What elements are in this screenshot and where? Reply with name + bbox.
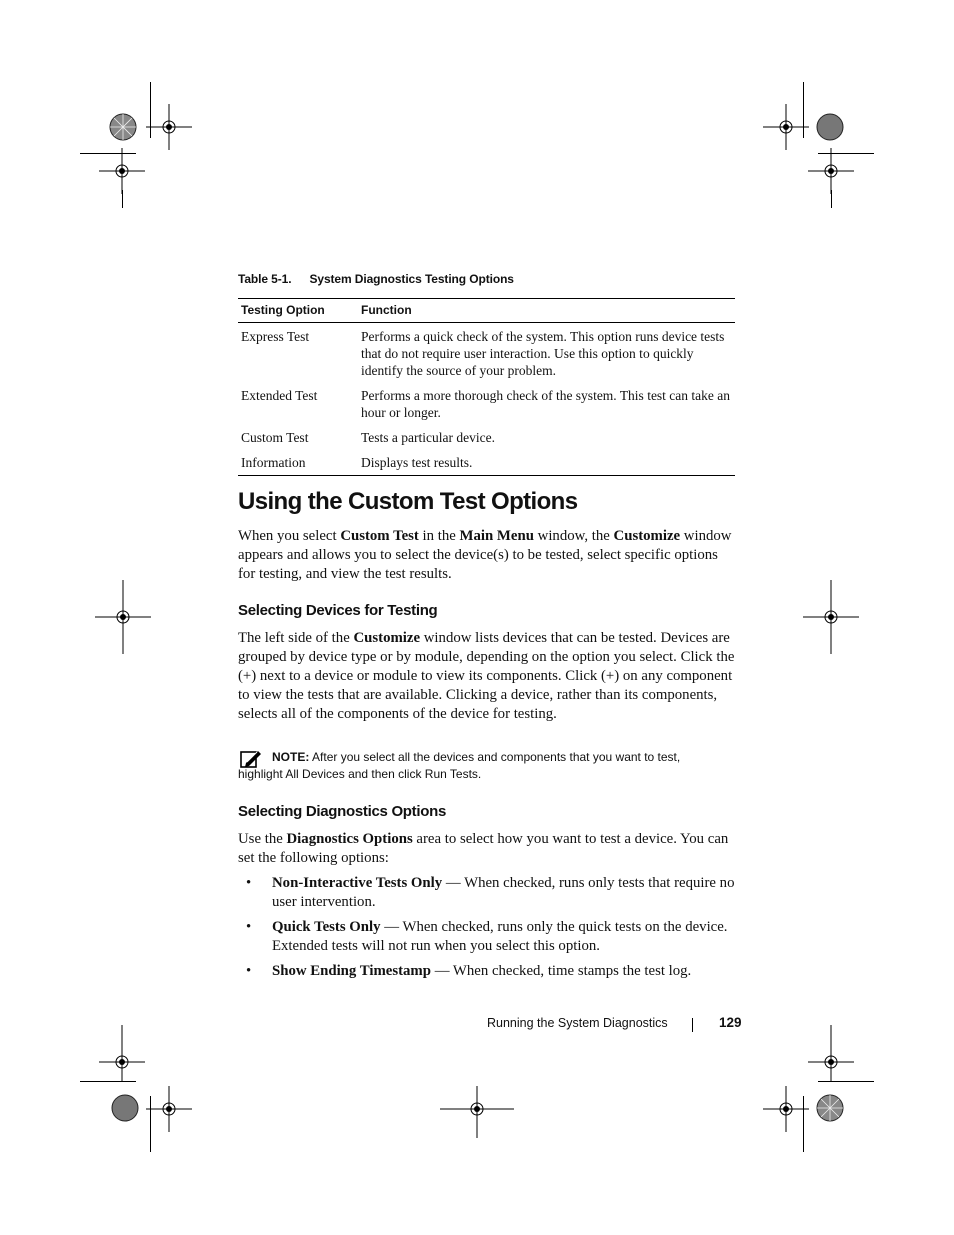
- note-label: NOTE:: [272, 750, 310, 764]
- text-run: — When checked, runs only the quick tests on the device. Extended tests will not run when you select this option.: [272, 919, 728, 954]
- table-cell-function: Performs a quick check of the system. This option runs device tests that do not require user interaction. Use this option to quickly identify the source of your problem.: [361, 329, 725, 378]
- options-paragraph: [238, 830, 738, 868]
- bullet: •: [246, 963, 252, 979]
- text-run: window lists devices that can be tested. Devices are grouped by device type or by module, depending on the option you select. Click the (+) next to a device or module to view its components. Click (+) on any component to view the tests that are available. Clicking a device, rather than its components, selects all of the components of the device for testing.: [238, 630, 735, 722]
- crosshair-icon: [440, 1086, 514, 1138]
- text-run: Use the: [238, 831, 287, 847]
- table-cell-function: Displays test results.: [358, 452, 735, 476]
- text-run: The left side of the: [238, 630, 354, 646]
- subsection-heading-devices: Selecting Devices for Testing: [238, 602, 438, 619]
- bold-term: Main Menu: [459, 528, 534, 544]
- table-row: [238, 452, 735, 476]
- bullet: •: [246, 875, 252, 891]
- bold-term: Show Ending Timestamp: [272, 963, 431, 979]
- text-run: window appears and allows you to select the device(s) to be tested, select specific options for testing, and view the test results.: [238, 528, 732, 582]
- table-cell-option: Information: [238, 452, 358, 476]
- note-line-2: [238, 766, 738, 783]
- note-box: [238, 749, 738, 783]
- table-caption-label: Table 5-1.: [238, 272, 292, 286]
- bold-term: Non-Interactive Tests Only: [272, 875, 443, 891]
- crosshair-icon: [146, 1086, 192, 1132]
- footer-section-title: Running the System Diagnostics: [487, 1016, 668, 1030]
- table-row: [238, 385, 735, 427]
- registration-target-icon: [815, 112, 845, 142]
- crosshair-icon: [763, 1086, 809, 1132]
- ui-term: Run Tests: [424, 767, 478, 781]
- registration-target-icon: [110, 1093, 140, 1123]
- column-header-testing-option: Testing Option: [238, 299, 358, 323]
- note-pencil-icon: [240, 749, 262, 769]
- crosshair-icon: [95, 580, 151, 654]
- text-run: — When checked, time stamps the test log.: [431, 963, 692, 979]
- table-cell-function: Performs a more thorough check of the system. This test can take an hour or longer.: [361, 388, 731, 420]
- intro-paragraph: [238, 527, 738, 584]
- text-run: area to select how you want to test a device. You can set the following options:: [238, 831, 729, 866]
- text-run: — When checked, runs only tests that require no user intervention.: [272, 875, 735, 910]
- text-run: When you select: [238, 528, 341, 544]
- crosshair-icon: [99, 148, 145, 194]
- table-row: [238, 427, 735, 452]
- text-run: highlight: [238, 767, 286, 781]
- bullet: •: [246, 919, 252, 935]
- crosshair-icon: [803, 580, 859, 654]
- crosshair-icon: [808, 1025, 854, 1081]
- crosshair-icon: [99, 1025, 145, 1081]
- text-run: in the: [418, 528, 460, 544]
- bold-term: Quick Tests Only: [272, 919, 381, 935]
- table-caption: [238, 272, 514, 286]
- bold-term: Customize: [353, 630, 421, 646]
- text-run: After you select all the devices and components that you want to test,: [309, 750, 681, 764]
- table-cell-option: Custom Test: [241, 430, 309, 445]
- bold-term: Customize: [613, 528, 681, 544]
- table-cell-option: Express Test: [241, 329, 310, 344]
- text-run: and then click: [344, 767, 425, 781]
- options-list: [238, 874, 738, 987]
- table-header-row: [238, 299, 735, 323]
- text-run: window, the: [533, 528, 614, 544]
- table-row: [238, 323, 735, 386]
- list-item: [238, 874, 738, 912]
- crosshair-icon: [763, 104, 809, 150]
- registration-target-icon: [108, 112, 138, 142]
- testing-options-table: [238, 298, 735, 476]
- list-item: [238, 918, 738, 956]
- list-item: [238, 962, 738, 981]
- table-caption-title: System Diagnostics Testing Options: [309, 272, 514, 286]
- text-run: .: [477, 767, 482, 781]
- bold-term: Custom Test: [340, 528, 419, 544]
- ui-term: All Devices: [285, 767, 345, 781]
- registration-target-icon: [815, 1093, 845, 1123]
- devices-paragraph: [238, 629, 738, 724]
- bold-term: Diagnostics Options: [286, 831, 413, 847]
- page-number: 129: [719, 1015, 742, 1030]
- note-text: [238, 749, 738, 783]
- table-cell-function: Tests a particular device.: [361, 430, 495, 445]
- column-header-function: Function: [358, 299, 735, 323]
- section-heading: Using the Custom Test Options: [238, 488, 578, 515]
- crosshair-icon: [808, 148, 854, 194]
- footer-divider: [692, 1018, 693, 1032]
- crosshair-icon: [146, 104, 192, 150]
- table-cell-option: Extended Test: [241, 388, 318, 403]
- subsection-heading-options: Selecting Diagnostics Options: [238, 803, 447, 820]
